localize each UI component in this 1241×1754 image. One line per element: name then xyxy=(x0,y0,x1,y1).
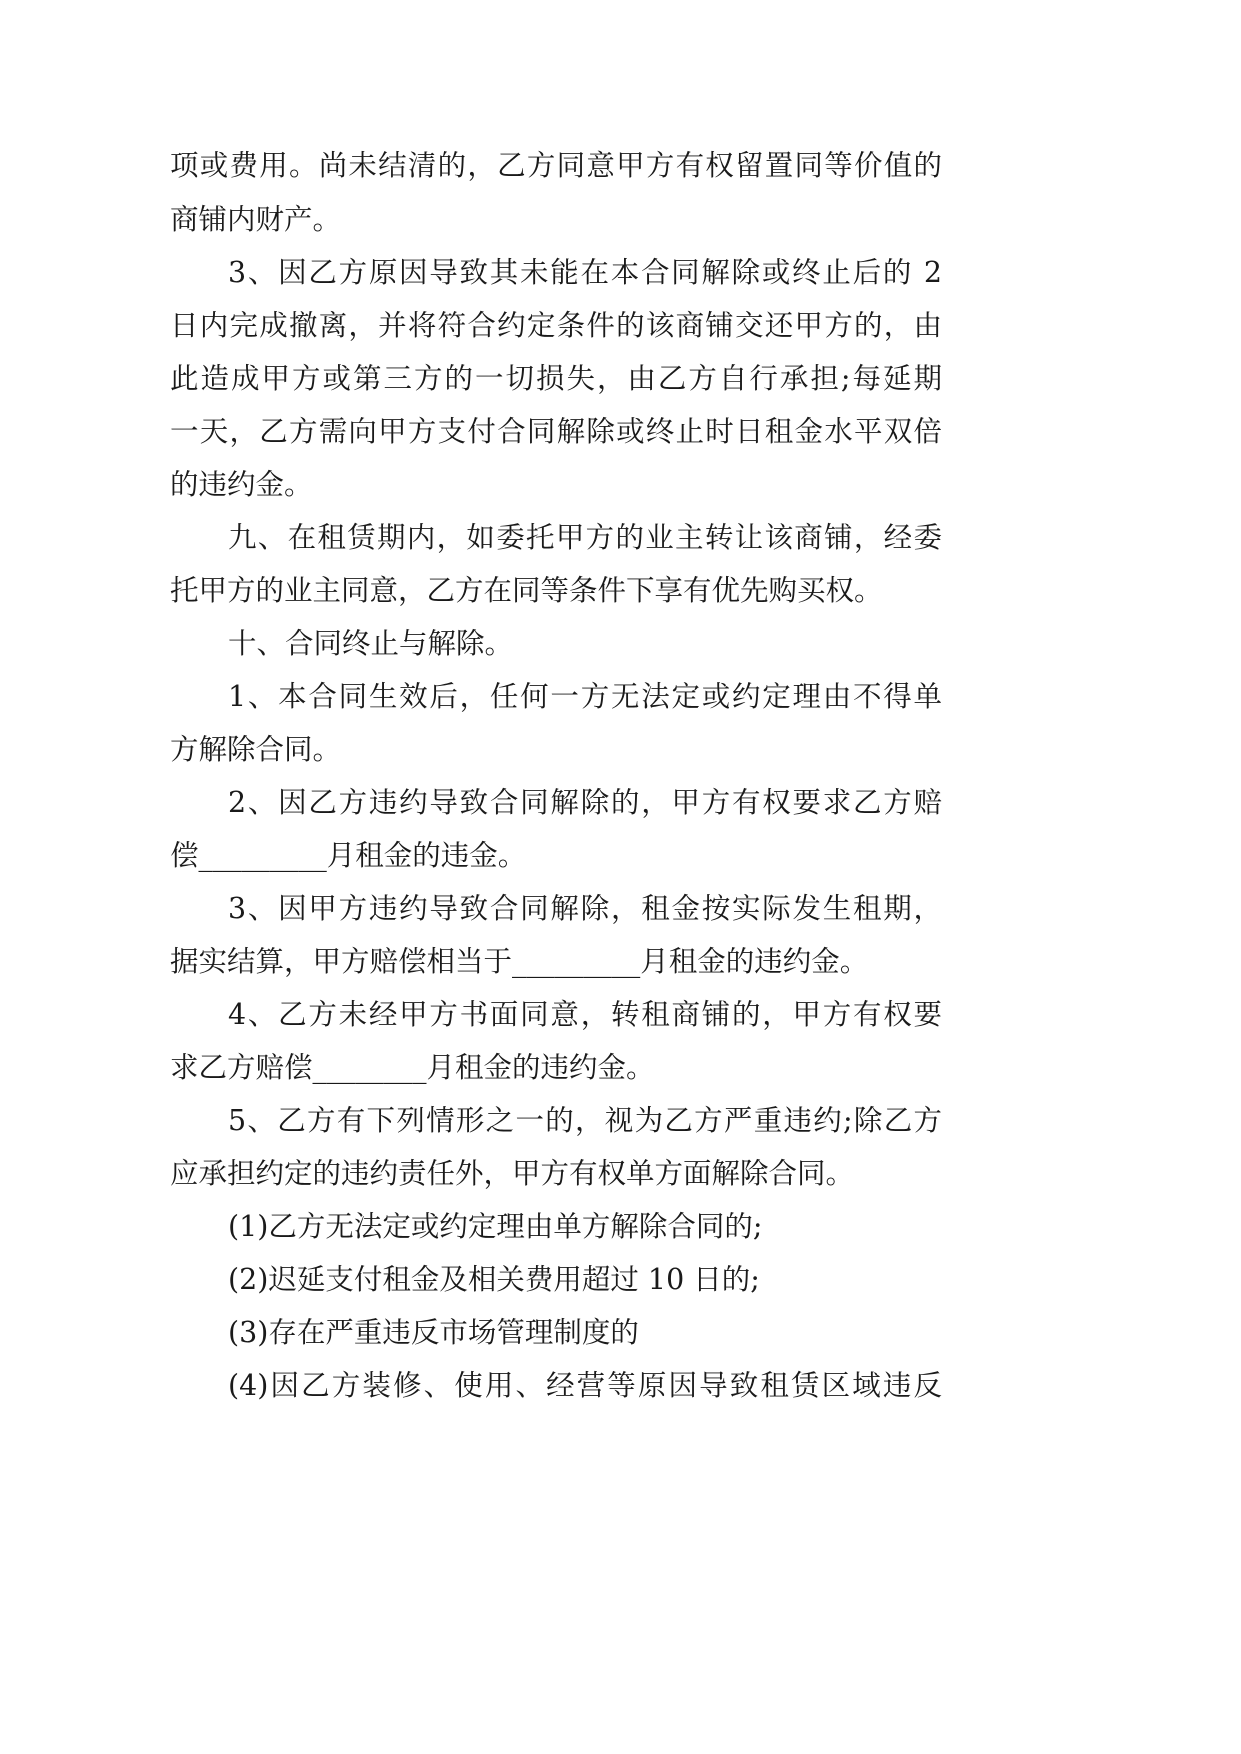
text-line: 九、在租赁期内，如委托甲方的业主转让该商铺，经委 xyxy=(228,521,942,554)
text-line: 4、乙方未经甲方书面同意，转租商铺的，甲方有权要 xyxy=(228,998,942,1031)
text-line: 托甲方的业主同意，乙方在同等条件下享有优先购买权。 xyxy=(170,574,883,607)
text-line: 商铺内财产。 xyxy=(170,203,342,236)
text-line: 5、乙方有下列情形之一的，视为乙方严重违约;除乙方 xyxy=(228,1104,942,1137)
text-line: 1、本合同生效后，任何一方无法定或约定理由不得单 xyxy=(228,680,942,713)
list-item: (3)存在严重违反市场管理制度的 xyxy=(228,1316,639,1349)
text-line: 3、因甲方违约导致合同解除，租金按实际发生租期， xyxy=(228,892,942,925)
text-line: 据实结算，甲方赔偿相当于_________月租金的违约金。 xyxy=(170,945,869,978)
text-line: 的违约金。 xyxy=(170,468,313,501)
text-line: 此造成甲方或第三方的一切损失，由乙方自行承担;每延期 xyxy=(170,362,942,395)
list-item: (1)乙方无法定或约定理由单方解除合同的; xyxy=(228,1210,763,1243)
text-line: 项或费用。尚未结清的，乙方同意甲方有权留置同等价值的 xyxy=(170,149,942,182)
text-line: 日内完成撤离，并将符合约定条件的该商铺交还甲方的，由 xyxy=(170,309,942,342)
text-line: 求乙方赔偿________月租金的违约金。 xyxy=(170,1051,655,1084)
text-line: 偿_________月租金的违金。 xyxy=(170,839,527,872)
text-line: 2、因乙方违约导致合同解除的，甲方有权要求乙方赔 xyxy=(228,786,942,819)
text-line: 3、因乙方原因导致其未能在本合同解除或终止后的 2 xyxy=(228,256,942,289)
text-line: 一天，乙方需向甲方支付合同解除或终止时日租金水平双倍 xyxy=(170,415,942,448)
section-heading: 十、合同终止与解除。 xyxy=(228,627,514,660)
list-item: (2)迟延支付租金及相关费用超过 10 日的; xyxy=(228,1263,760,1296)
text-line: 方解除合同。 xyxy=(170,733,342,766)
list-item: (4)因乙方装修、使用、经营等原因导致租赁区域违反 xyxy=(228,1369,942,1402)
text-line: 应承担约定的违约责任外，甲方有权单方面解除合同。 xyxy=(170,1157,855,1190)
